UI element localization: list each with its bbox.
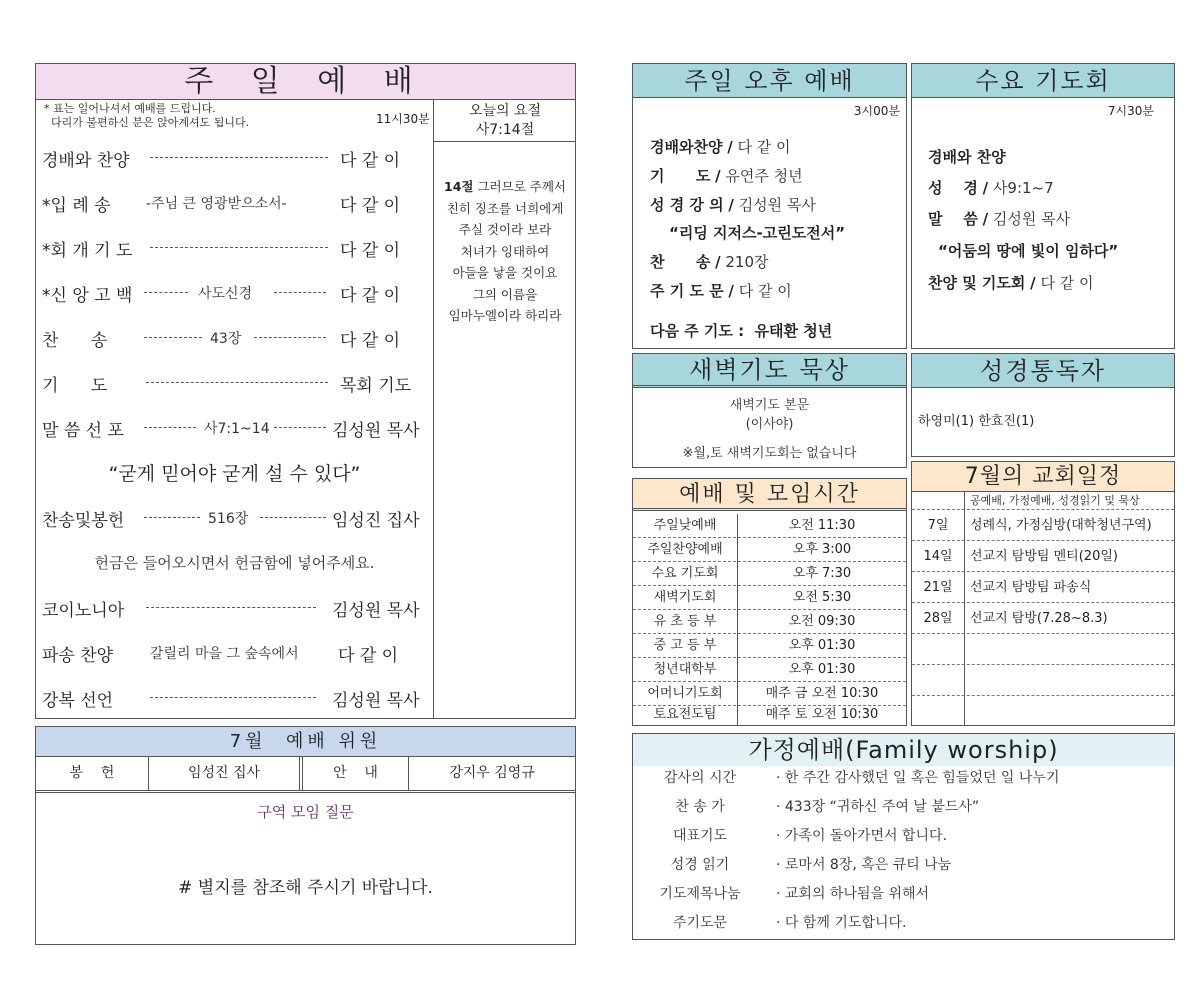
calendar-day: 7일 [927, 518, 949, 533]
schedule-name: 토요전도팀 [653, 707, 717, 722]
usher-names: 강지우 김영규 [449, 765, 535, 781]
verse-text [436, 176, 574, 327]
next-prayer-text: 다음 주 기도 : 유태환 청년 [650, 322, 833, 340]
standing-note-line2: 다리가 불편하신 분은 앉아계셔도 됩니다. [44, 116, 250, 129]
dashed-leader [144, 517, 200, 518]
verse-line: 주실 것이라 보라 [458, 222, 552, 237]
verse-line: 그의 이름을 [472, 286, 538, 302]
schedule-time: 오후 3:00 [792, 542, 852, 557]
afternoon-title: 주일 오후 예배 [633, 64, 906, 98]
wednesday-prayer-panel [911, 63, 1175, 349]
dashed-leader [146, 607, 316, 608]
dashed-leader [144, 427, 196, 428]
family-key: 감사의 시간 [663, 770, 737, 786]
dawn-book: (이사야) [745, 417, 794, 432]
order-row [42, 371, 427, 395]
afternoon-row: 찬 송 / 210장 [650, 253, 769, 271]
verse-header [434, 100, 576, 142]
order-label: 강복 선언 [42, 691, 114, 711]
wednesday-label: 경배와 찬양 [928, 148, 1006, 166]
schedule-time: 오후 7:30 [792, 566, 852, 581]
verse-header-title: 오늘의 요절 [468, 103, 542, 119]
schedule-panel [632, 478, 907, 726]
dashed-leader [150, 697, 316, 698]
afternoon-label: 기 도 [650, 167, 711, 185]
schedule-row [633, 658, 906, 682]
afternoon-value: 다 같 이 [738, 282, 792, 300]
sunday-time: 11시30분 [376, 112, 430, 126]
schedule-title: 예배 및 모임시간 [633, 479, 906, 511]
dashed-leader [144, 292, 188, 293]
family-row [633, 912, 1174, 934]
family-value: · 가족이 돌아가면서 합니다. [776, 828, 948, 844]
order-row [42, 326, 427, 350]
afternoon-row: 기 도 / 유연주 청년 [650, 167, 803, 185]
wednesday-row: 성 경 / 사9:1~7 [928, 179, 1054, 197]
order-label: 코이노니아 [42, 601, 125, 621]
calendar-row [912, 572, 1174, 603]
dashed-leader [260, 517, 326, 518]
afternoon-value: 김성원 목사 [738, 196, 816, 214]
afternoon-value: 유연주 청년 [725, 167, 803, 185]
verse-line: 처녀가 잉태하여 [460, 243, 550, 259]
order-label: 기 도 [42, 376, 108, 396]
afternoon-row: 경배와찬양 / 다 같 이 [650, 138, 791, 156]
next-prayer [650, 320, 832, 341]
family-row [633, 767, 1174, 789]
order-leader: 다 같 이 [340, 241, 401, 261]
schedule-time: 매주 금 오전 10:30 [765, 686, 879, 701]
wednesday-row [928, 146, 1006, 167]
message-title-text: “어둠의 땅에 빛이 임하다” [938, 242, 1119, 260]
order-row [42, 281, 427, 305]
schedule-row [633, 610, 906, 634]
schedule-row [633, 703, 906, 726]
verse-line: 친히 징조를 너희에게 [446, 200, 564, 216]
afternoon-time: 3시00분 [853, 104, 900, 118]
schedule-time: 매주 토 오전 10:30 [765, 707, 879, 722]
calendar-row [912, 603, 1174, 634]
dawn-prayer-panel [632, 353, 907, 468]
worship-committee-panel [35, 726, 576, 945]
wednesday-label: 말 씀 [928, 210, 978, 228]
family-value: · 433장 “귀하신 주여 날 붙드사” [776, 799, 980, 815]
calendar-empty-row [912, 634, 1174, 665]
sunday-worship-title: 주 일 예 배 [36, 64, 575, 100]
lecture-title [669, 222, 845, 243]
order-row [42, 641, 433, 665]
message-title [938, 240, 1118, 261]
afternoon-row: 성 경 강 의 / 김성원 목사 [650, 196, 816, 214]
order-row [42, 236, 427, 260]
wednesday-row: 말 씀 / 김성원 목사 [928, 210, 1071, 228]
order-leader: 임성진 집사 [332, 511, 420, 531]
order-label: 찬 송 [42, 331, 108, 351]
calendar-day: 14일 [923, 549, 953, 564]
order-detail: 사도신경 [198, 286, 253, 302]
verse-line: 아들을 낳을 것이요 [452, 265, 558, 280]
family-key: 대표기도 [672, 828, 728, 844]
afternoon-label: 주 기 도 문 [650, 282, 724, 300]
wednesday-label: 찬양 및 기도회 [928, 274, 1026, 292]
dawn-text-title: 새벽기도 본문 [729, 398, 810, 413]
church-calendar-panel [911, 461, 1175, 726]
offering-name: 임성진 집사 [187, 765, 261, 781]
calendar-row [912, 510, 1174, 541]
dashed-leader [254, 337, 326, 338]
order-leader: 다 같 이 [338, 646, 399, 666]
calendar-title: 7월의 교회일정 [912, 462, 1174, 492]
schedule-name: 청년대학부 [653, 662, 717, 677]
schedule-row [633, 634, 906, 658]
wednesday-value: 김성원 목사 [992, 210, 1071, 228]
schedule-time: 오후 01:30 [788, 662, 856, 677]
schedule-name: 수요 기도회 [651, 566, 719, 581]
family-key: 성경 읽기 [670, 857, 730, 873]
order-label: *신 앙 고 백 [42, 286, 133, 306]
group-question-text: # 별지를 참조해 주시기 바랍니다. [178, 878, 433, 898]
order-row [42, 191, 427, 215]
calendar-row [912, 541, 1174, 572]
schedule-row [633, 586, 906, 610]
offering-label: 봉 헌 [69, 765, 115, 781]
afternoon-value: 다 같 이 [737, 138, 791, 156]
standing-note [44, 102, 249, 130]
schedule-time: 오전 5:30 [792, 590, 852, 605]
family-value: · 다 함께 기도합니다. [776, 915, 907, 931]
order-row [42, 596, 433, 620]
dashed-leader [150, 247, 328, 248]
sunday-worship-panel [35, 63, 576, 719]
afternoon-label: 경배와찬양 [650, 138, 723, 156]
schedule-name: 어머니기도회 [647, 686, 723, 701]
dawn-notice: ※월,토 새벽기도회는 없습니다 [682, 446, 857, 461]
family-row [633, 883, 1174, 905]
family-value: · 로마서 8장, 혹은 큐티 나눔 [776, 857, 952, 873]
readers-names: 하영미(1) 한효진(1) [918, 414, 1035, 429]
order-label: 경배와 찬양 [42, 151, 130, 171]
bible-readers-panel [911, 353, 1175, 457]
order-label: *입 례 송 [42, 196, 111, 216]
calendar-header-note: 공예배, 가정예배, 성경읽기 및 묵상 [970, 494, 1140, 507]
verse-line: 임마누엘이라 하리라 [448, 308, 562, 323]
sermon-title: “굳게 믿어야 굳게 설 수 있다” [108, 463, 361, 485]
family-key: 기도제목나눔 [659, 886, 741, 902]
column-divider [433, 100, 434, 719]
schedule-row [633, 514, 906, 538]
wednesday-time: 7시30분 [1107, 104, 1154, 118]
lecture-title-text: “리딩 지저스-고린도전서” [669, 224, 846, 242]
family-key: 주기도문 [672, 915, 728, 931]
dashed-leader [146, 382, 328, 383]
schedule-name: 주일찬양예배 [647, 542, 723, 557]
family-key: 찬 송 가 [675, 799, 725, 815]
wednesday-title: 수요 기도회 [912, 64, 1174, 98]
afternoon-row: 주 기 도 문 / 다 같 이 [650, 282, 792, 300]
order-detail: -주님 큰 영광받으소서- [146, 196, 287, 212]
wednesday-row: 찬양 및 기도회 / 다 같 이 [928, 274, 1094, 292]
dashed-leader [274, 427, 326, 428]
order-leader: 김성원 목사 [332, 601, 420, 621]
order-leader: 다 같 이 [340, 286, 401, 306]
dashed-leader [274, 292, 326, 293]
order-leader: 김성원 목사 [332, 691, 420, 711]
order-row [42, 506, 433, 530]
schedule-row [633, 538, 906, 562]
afternoon-worship-panel [632, 63, 907, 349]
calendar-event: 선교지 탐방팀 멘티(20일) [970, 549, 1118, 564]
verse-line: 그러므로 주께서 [477, 179, 566, 194]
group-question-title: 구역 모임 질문 [257, 803, 354, 821]
calendar-day: 21일 [923, 580, 953, 595]
dashed-leader [150, 157, 328, 158]
order-detail: 516장 [208, 511, 249, 527]
afternoon-label: 성 경 강 의 [650, 196, 724, 214]
wednesday-value: 사9:1~7 [992, 179, 1054, 197]
readers-title: 성경통독자 [912, 354, 1174, 388]
wednesday-label: 성 경 [928, 179, 978, 197]
order-row [42, 416, 433, 440]
calendar-event: 선교지 탐방(7.28~8.3) [970, 611, 1108, 626]
verse-header-ref: 사7:14절 [475, 122, 535, 138]
calendar-empty-row [912, 665, 1174, 696]
order-leader: 다 같 이 [340, 331, 401, 351]
schedule-time: 오후 01:30 [788, 638, 856, 653]
calendar-event: 선교지 탐방팀 파송식 [970, 580, 1092, 595]
order-detail: 갈릴리 마을 그 숲속에서 [150, 646, 299, 662]
usher-label: 안 내 [333, 765, 378, 781]
schedule-name: 중 고 등 부 [653, 638, 717, 653]
family-value: · 한 주간 감사했던 일 혹은 힘들었던 일 나누기 [776, 770, 1060, 786]
dashed-leader [144, 337, 202, 338]
schedule-time: 오전 09:30 [788, 614, 856, 629]
verse-number: 14절 [444, 179, 474, 194]
family-row [633, 825, 1174, 847]
family-value: · 교회의 하나됨을 위해서 [776, 886, 930, 902]
order-leader: 다 같 이 [340, 196, 401, 216]
order-label: *회 개 기 도 [42, 241, 133, 261]
family-worship-panel [632, 733, 1175, 940]
calendar-event: 성례식, 가정심방(대학청년구역) [970, 518, 1152, 533]
family-title: 가정예배(Family worship) [633, 734, 1174, 766]
order-label: 파송 찬양 [42, 646, 114, 666]
offering-note: 헌금은 들어오시면서 헌금함에 넣어주세요. [94, 554, 375, 572]
order-leader: 김성원 목사 [332, 421, 420, 441]
order-label: 말 씀 선 포 [42, 421, 124, 441]
schedule-name: 유 초 등 부 [653, 614, 717, 629]
wednesday-value: 다 같 이 [1040, 274, 1094, 292]
family-row [633, 854, 1174, 876]
schedule-name: 주일낮예배 [653, 518, 717, 533]
order-leader: 다 같 이 [340, 151, 401, 171]
afternoon-label: 찬 송 [650, 253, 711, 271]
order-detail: 사7:1~14 [204, 421, 270, 437]
schedule-time: 오전 11:30 [788, 518, 856, 533]
family-row [633, 796, 1174, 818]
order-detail: 43장 [210, 331, 242, 347]
calendar-header-row [912, 492, 1174, 510]
order-leader: 목회 기도 [340, 376, 412, 396]
dawn-title: 새벽기도 묵상 [633, 354, 906, 388]
order-label: 찬송및봉헌 [42, 511, 125, 531]
order-row [42, 686, 433, 710]
calendar-day: 28일 [923, 611, 953, 626]
committee-title: 7월 예배 위원 [36, 727, 575, 757]
afternoon-value: 210장 [725, 253, 769, 271]
schedule-row [633, 562, 906, 586]
order-row [42, 146, 427, 170]
standing-note-line1: * 표는 일어나셔서 예배를 드립니다. [44, 102, 216, 115]
schedule-name: 새벽기도회 [653, 590, 717, 605]
committee-row [36, 757, 575, 793]
